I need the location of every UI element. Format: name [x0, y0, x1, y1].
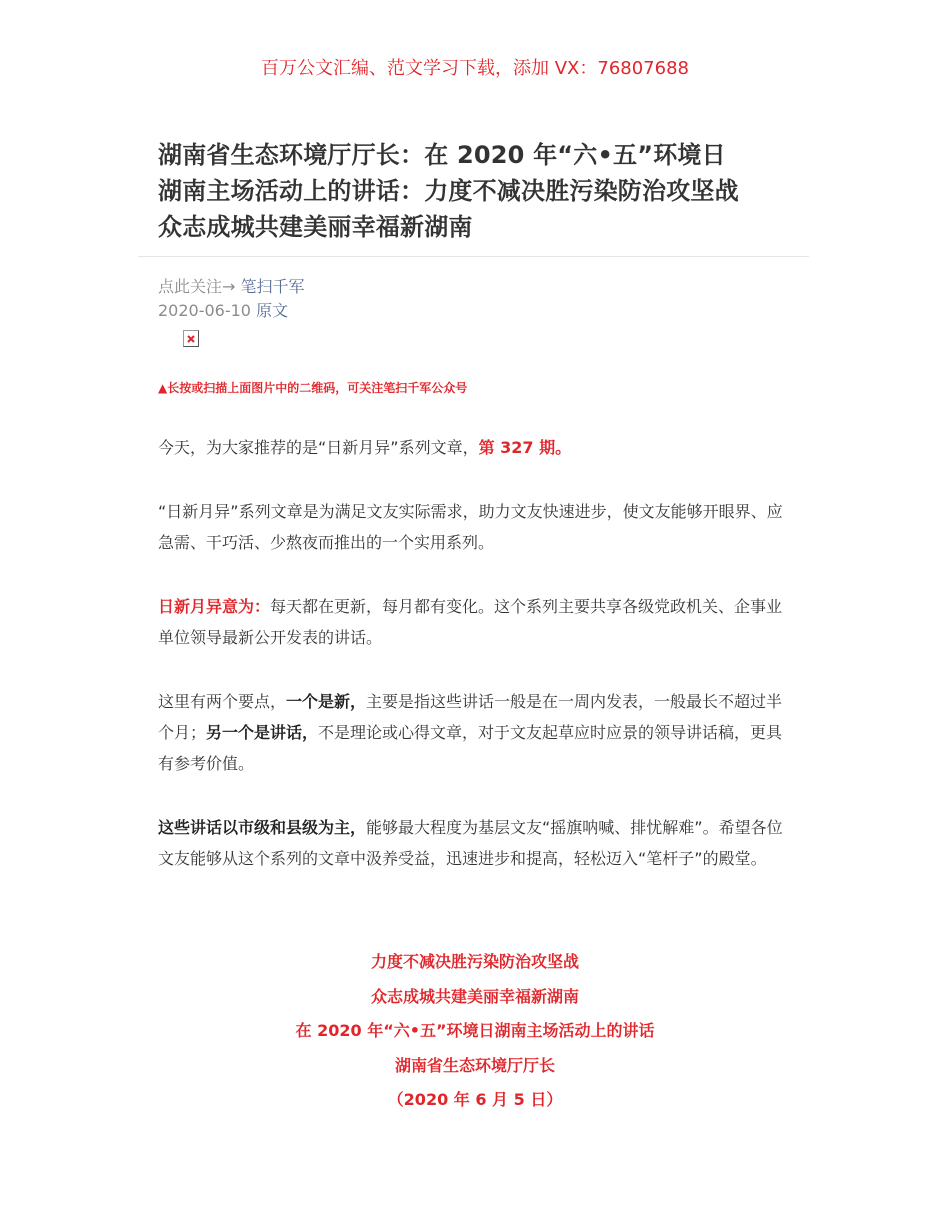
paragraph-intro: [158, 432, 798, 463]
follow-prefix: 点此关注→: [158, 277, 241, 296]
article-title: [158, 137, 798, 245]
audience-bold: 这些讲话以市级和县级为主，: [158, 818, 367, 837]
paragraph-series-description: “日新月异”系列文章是为满足文友实际需求，助力文友快速进步，使文友能够开眼界、应急需、干巧活、少熬夜而推出的一个实用系列。: [158, 502, 783, 552]
key-point-speech: 另一个是讲话，: [206, 723, 319, 742]
watermark-banner: 百万公文汇编、范文学习下载，添加 VX：76807688: [261, 58, 689, 79]
speech-headline-2: 众志成城共建美丽幸福新湖南: [370, 986, 579, 1006]
publish-date: 2020-06-10: [158, 301, 251, 320]
follow-line: [158, 276, 305, 298]
key-points-text-2: 主要是指这些讲话一般是在一周内发表，一般最长不超过半个月；: [158, 692, 783, 742]
broken-image-icon: [183, 330, 199, 347]
paragraph-series-meaning: [158, 591, 798, 653]
speaker-title: 湖南省生态环境厅厅长: [394, 1055, 555, 1075]
account-name-link[interactable]: 笔扫千军: [240, 277, 305, 296]
red-x-icon: [187, 335, 195, 343]
title-line-2: 湖南主场活动上的讲话：力度不减决胜污染防治攻坚战: [158, 177, 739, 205]
speech-occasion: 在 2020 年“六•五”环境日湖南主场活动上的讲话: [295, 1021, 655, 1040]
paragraph-key-points: [158, 686, 798, 779]
title-line-1: 湖南省生态环境厅厅长：在 2020 年“六•五”环境日: [158, 141, 726, 169]
meaning-label: 日新月异意为：: [158, 597, 271, 616]
issue-number: 第 327 期。: [478, 438, 572, 457]
speech-header: [0, 945, 950, 1118]
key-points-text-3: 不是理论或心得文章，对于文友起草应时应景的领导讲话稿，更具有参考价值。: [158, 723, 783, 773]
paragraph-audience: [158, 812, 798, 874]
title-divider: [138, 256, 809, 257]
speech-date: （2020 年 6 月 5 日）: [387, 1090, 563, 1109]
speech-headline-1: 力度不减决胜污染防治攻坚战: [370, 952, 579, 971]
key-point-new: 一个是新，: [286, 692, 367, 711]
intro-text: 今天，为大家推荐的是“日新月异”系列文章，: [158, 438, 479, 457]
audience-text: 能够最大程度为基层文友“摇旗呐喊、排忧解难”。希望各位文友能够从这个系列的文章中汲养受益，迅速进步和提高，轻松迈入“笔杆子”的殿堂。: [158, 818, 783, 868]
qr-code-note: ▲长按或扫描上面图片中的二维码，可关注笔扫千军公众号: [158, 381, 468, 395]
meaning-text: 每天都在更新，每月都有变化。这个系列主要共享各级党政机关、企事业单位领导最新公开发表的讲话。: [158, 597, 783, 647]
original-link[interactable]: 原文: [256, 301, 289, 320]
title-line-3: 众志成城共建美丽幸福新湖南: [158, 213, 473, 241]
key-points-text-1: 这里有两个要点，: [158, 692, 287, 711]
date-line: [158, 300, 288, 322]
